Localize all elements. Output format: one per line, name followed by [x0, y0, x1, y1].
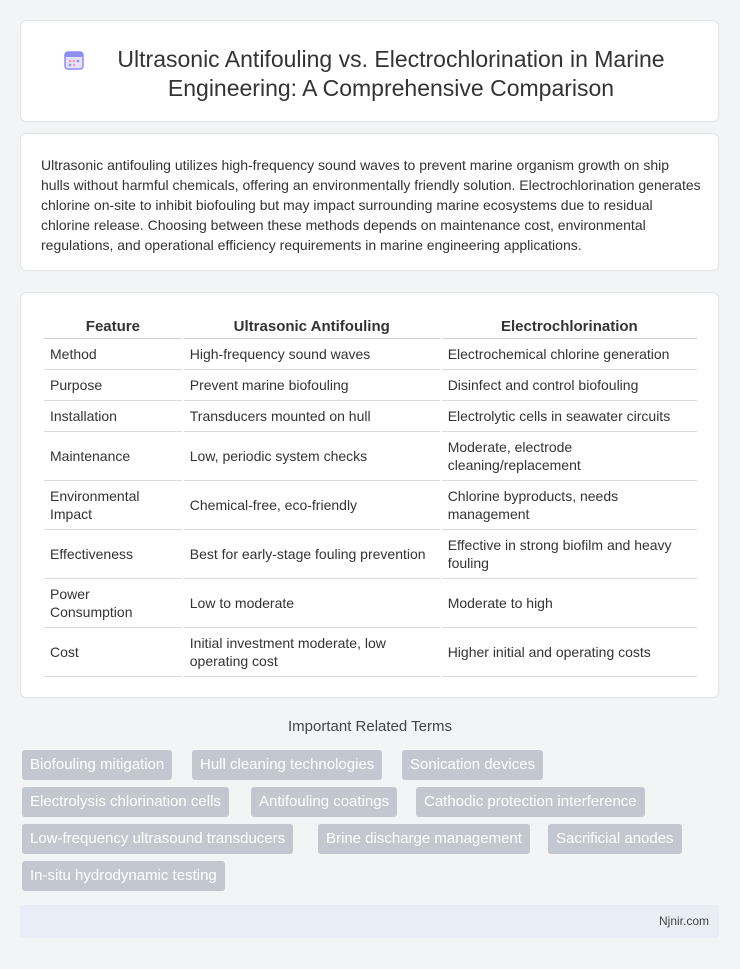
table-cell: Power Consumption: [44, 579, 182, 628]
table-cell: Low, periodic system checks: [184, 432, 440, 481]
related-terms-heading: Important Related Terms: [288, 718, 452, 735]
table-cell: Cost: [44, 628, 182, 677]
table-row: [44, 370, 697, 401]
comparison-card: [20, 292, 719, 698]
table-cell: High-frequency sound waves: [184, 339, 440, 370]
related-term-tag[interactable]: Sonication devices: [402, 750, 543, 780]
header-electrochlorination: Electrochlorination: [442, 315, 697, 339]
header-ultrasonic: Ultrasonic Antifouling: [184, 315, 440, 339]
table-cell: Environmental Impact: [44, 481, 182, 530]
table-cell: Electrolytic cells in seawater circuits: [442, 401, 697, 432]
page-title: Ultrasonic Antifouling vs. Electrochlorination in Marine Engineering: A Comprehensive Comparison: [117, 46, 665, 101]
table-cell: Initial investment moderate, low operating cost: [184, 628, 440, 677]
related-term-tag[interactable]: Cathodic protection interference: [416, 787, 645, 817]
title-card: [20, 20, 719, 122]
table-row: [44, 432, 697, 481]
intro-paragraph: Ultrasonic antifouling utilizes high-frequency sound waves to prevent marine organism growth on ship hulls without harmful chemicals, offering an environmentally friendly solution. Electrochlorination generates chlorine on-site to inhibit biofouling but may impact surrounding marine ecosystems due to residual chlorine release. Choosing between these methods depends on maintenance cost, environmental regulations, and operational efficiency requirements in marine engineering applications.: [41, 157, 701, 253]
related-term-tag[interactable]: Hull cleaning technologies: [192, 750, 382, 780]
table-row: [44, 530, 697, 579]
table-cell: Purpose: [44, 370, 182, 401]
related-term-tag[interactable]: Antifouling coatings: [251, 787, 397, 817]
table-cell: Installation: [44, 401, 182, 432]
related-term-tag[interactable]: Sacrificial anodes: [548, 824, 682, 854]
related-term-tag[interactable]: Biofouling mitigation: [22, 750, 172, 780]
intro-card: [20, 133, 719, 271]
table-cell: Maintenance: [44, 432, 182, 481]
related-term-tag[interactable]: Brine discharge management: [318, 824, 530, 854]
table-cell: Electrochemical chlorine generation: [442, 339, 697, 370]
table-cell: Method: [44, 339, 182, 370]
table-cell: Transducers mounted on hull: [184, 401, 440, 432]
table-cell: Low to moderate: [184, 579, 440, 628]
table-cell: Chlorine byproducts, needs management: [442, 481, 697, 530]
table-cell: Best for early-stage fouling prevention: [184, 530, 440, 579]
related-term-tag[interactable]: In-situ hydrodynamic testing: [22, 861, 225, 891]
comparison-table: [42, 315, 699, 677]
table-row: [44, 481, 697, 530]
table-row: [44, 339, 697, 370]
table-cell: Moderate, electrode cleaning/replacement: [442, 432, 697, 481]
header-feature: Feature: [44, 315, 182, 339]
footer-site[interactable]: Njnir.com: [658, 914, 709, 928]
table-cell: Effectiveness: [44, 530, 182, 579]
table-cell: Prevent marine biofouling: [184, 370, 440, 401]
table-cell: Higher initial and operating costs: [442, 628, 697, 677]
related-term-tag[interactable]: Low-frequency ultrasound transducers: [22, 824, 293, 854]
table-row: [44, 628, 697, 677]
table-cell: Moderate to high: [442, 579, 697, 628]
table-cell: Disinfect and control biofouling: [442, 370, 697, 401]
footer: [20, 905, 719, 938]
table-cell: Effective in strong biofilm and heavy fouling: [442, 530, 697, 579]
table-cell: Chemical-free, eco-friendly: [184, 481, 440, 530]
table-row: [44, 579, 697, 628]
table-header-row: [44, 315, 697, 339]
table-row: [44, 401, 697, 432]
related-term-tag[interactable]: Electrolysis chlorination cells: [22, 787, 229, 817]
